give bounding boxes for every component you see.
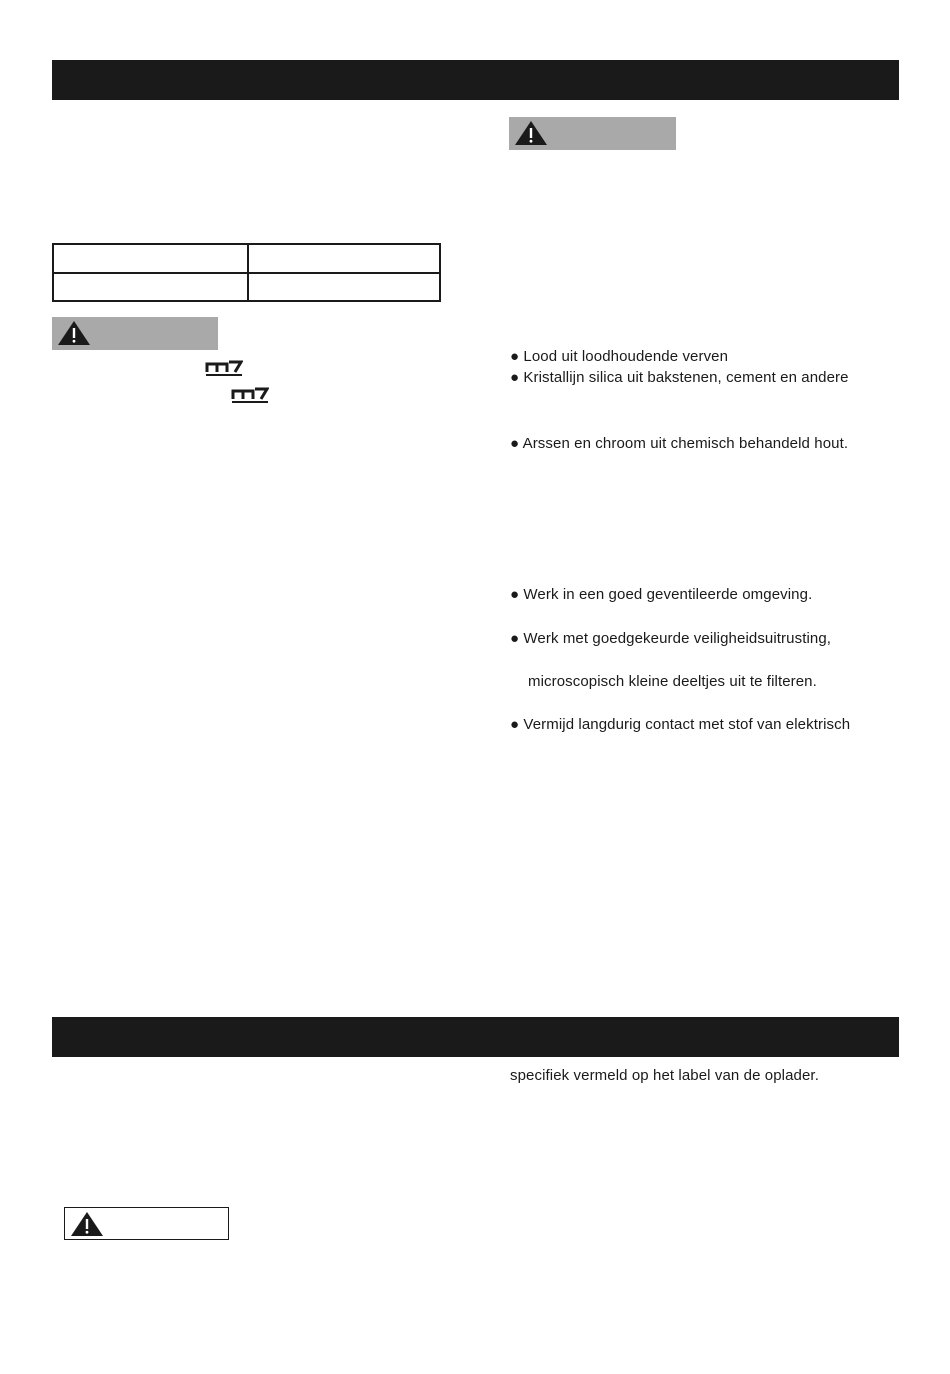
m7-logo-icon <box>231 385 269 403</box>
warning-label-left <box>52 317 218 350</box>
m7-logo-icon <box>205 358 243 376</box>
warning-triangle-icon <box>513 119 549 147</box>
charger-label-text: specifiek vermeld op het label van de oplader. <box>510 1067 819 1084</box>
bullet-ventilated-area: ● Werk in een goed geventileerde omgeving. <box>510 586 813 603</box>
section-header-bar-bottom <box>52 1017 899 1057</box>
bullet-lead-paint: ● Lood uit loodhoudende verven <box>510 348 729 365</box>
bullet-safety-equipment: ● Werk met goedgekeurde veiligheidsuitrusting, <box>510 630 832 647</box>
table-column-divider <box>247 245 249 300</box>
section-header-bar-top <box>52 60 899 100</box>
warning-label-right <box>509 117 676 150</box>
safety-equipment-continued: microscopisch kleine deeltjes uit te filteren. <box>528 673 817 690</box>
warning-label-lower <box>64 1207 229 1240</box>
warning-triangle-icon <box>69 1210 105 1238</box>
bullet-crystalline-silica: ● Kristallijn silica uit bakstenen, cement en andere <box>510 369 849 386</box>
spec-table <box>52 243 441 302</box>
bullet-avoid-dust-contact: ● Vermijd langdurig contact met stof van elektrisch <box>510 716 851 733</box>
warning-triangle-icon <box>56 319 92 347</box>
bullet-arsenic-chromium: ● Arssen en chroom uit chemisch behandeld hout. <box>510 435 849 452</box>
